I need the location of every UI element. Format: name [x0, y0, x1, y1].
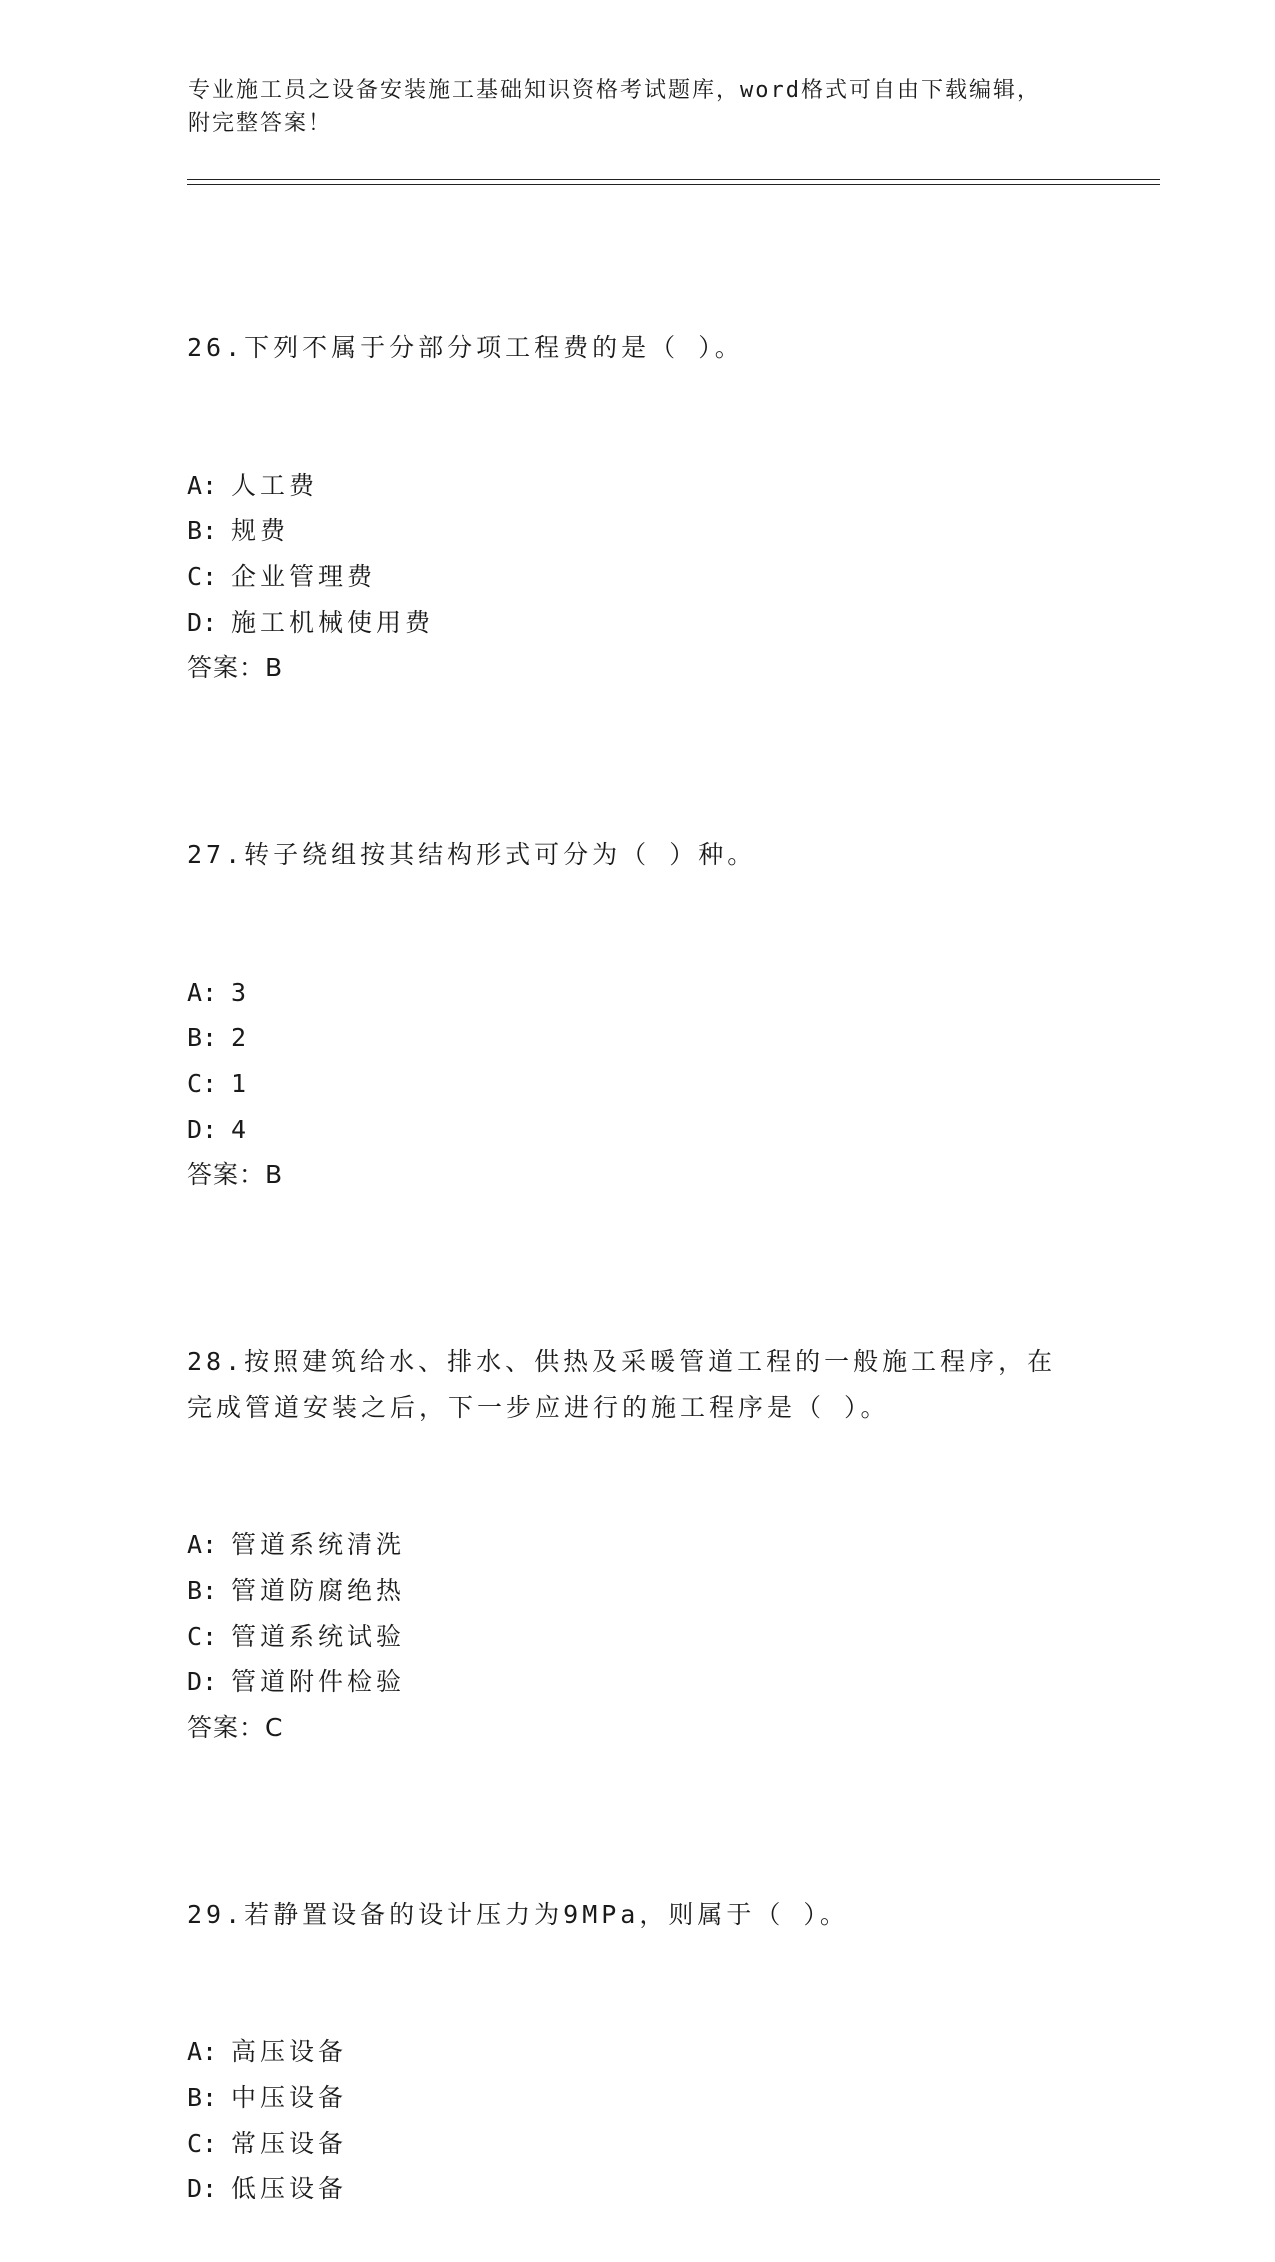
option-letter: B:	[187, 1023, 218, 1053]
option-text: 管道系统清洗	[231, 1530, 406, 1560]
option-text: 4	[231, 1114, 251, 1144]
question-stem: 27.转子绕组按其结构形式可分为（ ）种。	[187, 840, 757, 870]
option-text: 中压设备	[231, 2083, 348, 2113]
option-text: 管道附件检验	[231, 1667, 406, 1697]
option-letter: A:	[187, 977, 218, 1007]
option-letter: D:	[187, 2174, 218, 2204]
option-letter: D:	[187, 1667, 218, 1697]
answer-line: 答案：B	[187, 1160, 284, 1190]
option-letter: A:	[187, 1530, 218, 1560]
option-letter: C:	[187, 2128, 218, 2158]
option-text: 管道防腐绝热	[231, 1575, 406, 1605]
question-list	[187, 234, 1087, 2262]
option-a	[187, 2029, 1087, 2075]
option-d	[187, 600, 1087, 646]
option-text: 企业管理费	[231, 561, 377, 591]
question-stem: 28.按照建筑给水、排水、供热及采暖管道工程的一般施工程序，在完成管道安装之后，下一步应进行的施工程序是（ ）。	[187, 1347, 1057, 1423]
option-text: 1	[231, 1068, 251, 1098]
option-letter: D:	[187, 1114, 218, 1144]
option-letter: A:	[187, 2037, 218, 2067]
answer-line: 答案：C	[187, 1713, 284, 1743]
option-a	[187, 970, 1087, 1016]
header-line-1: 专业施工员之设备安装施工基础知识资格考试题库，word格式可自由下载编辑，	[188, 78, 1041, 103]
question-29	[187, 1801, 1087, 2212]
option-b	[187, 1015, 1087, 1061]
answer-line: 答案：B	[187, 653, 284, 683]
option-letter: B:	[187, 1575, 218, 1605]
option-text: 3	[231, 977, 251, 1007]
option-a	[187, 1522, 1087, 1568]
question-stem: 26.下列不属于分部分项工程费的是（ ）。	[187, 333, 744, 363]
option-letter: C:	[187, 1621, 218, 1651]
option-letter: A:	[187, 470, 218, 500]
option-d	[187, 2166, 1087, 2212]
option-b	[187, 1568, 1087, 1614]
option-text: 低压设备	[231, 2174, 348, 2204]
option-text: 常压设备	[231, 2128, 348, 2158]
option-letter: C:	[187, 1068, 218, 1098]
option-c	[187, 2121, 1087, 2167]
option-text: 规费	[231, 516, 290, 546]
option-b	[187, 2075, 1087, 2121]
option-a	[187, 463, 1087, 509]
option-text: 2	[231, 1023, 251, 1053]
option-letter: C:	[187, 561, 218, 591]
option-letter: B:	[187, 516, 218, 546]
question-28	[187, 1248, 1087, 1751]
question-27	[187, 741, 1087, 1198]
option-d	[187, 1107, 1087, 1153]
option-c	[187, 554, 1087, 600]
option-c	[187, 1614, 1087, 1660]
option-text: 施工机械使用费	[231, 607, 435, 637]
document-header	[188, 74, 1088, 140]
option-c	[187, 1061, 1087, 1107]
question-stem: 29.若静置设备的设计压力为9MPa，则属于（ ）。	[187, 1900, 849, 1930]
option-d	[187, 1659, 1087, 1705]
header-divider-top	[187, 179, 1160, 180]
option-b	[187, 508, 1087, 554]
option-letter: B:	[187, 2083, 218, 2113]
option-text: 管道系统试验	[231, 1621, 406, 1651]
option-text: 高压设备	[231, 2037, 348, 2067]
question-26	[187, 234, 1087, 691]
header-line-2: 附完整答案！	[188, 111, 333, 136]
option-text: 人工费	[231, 470, 319, 500]
option-letter: D:	[187, 607, 218, 637]
header-divider-bottom	[187, 184, 1160, 185]
